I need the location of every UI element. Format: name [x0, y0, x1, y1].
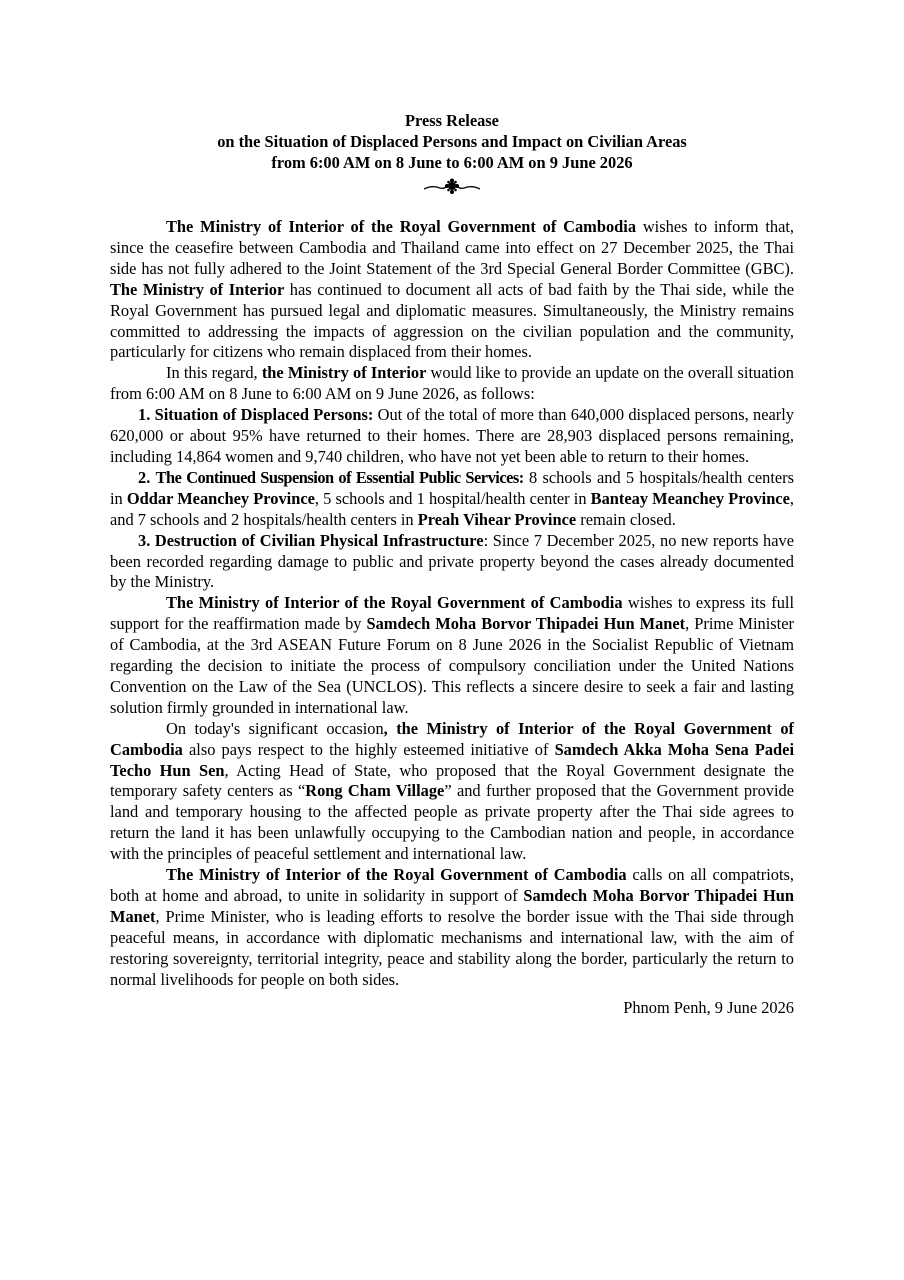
item-heading: Situation of Displaced Persons:	[154, 405, 374, 425]
prime-minister-name: Samdech Moha Borvor Thipadei Hun Manet	[366, 614, 686, 634]
update-intro-paragraph	[110, 363, 794, 405]
text-span: 8 schools and 5 hospitals/health centers in	[110, 467, 794, 508]
text-span: ” and further proposed that the Government provide land and temporary housing to the affected people as private property after the Thai side agrees to return the land it has been unlawfully occupying to the Cambodian nation and people, in accordance with the principles of peaceful settlement and international law.	[110, 781, 794, 864]
ministry-name-bold: The Ministry of Interior of the Royal Government of Cambodia	[166, 217, 637, 236]
text-span: Out of the total of more than 640,000 displaced persons, nearly 620,000 or about 95% have returned to their homes. There are 28,903 displaced persons remaining, including 14,864 women and 9,740 children, who have not yet been able to return to their homes.	[110, 405, 794, 466]
support-paragraph	[110, 593, 794, 718]
text-span: , 5 schools and 1 hospital/health center in	[314, 488, 591, 508]
text-span: In this regard,	[166, 363, 262, 383]
solidarity-paragraph	[110, 865, 794, 990]
province-name: Preah Vihear Province	[417, 509, 577, 529]
text-span: would like to provide an update on the overall situation from 6:00 AM on 8 June to 6:00 AM on 9 June 2026, as follows:	[110, 363, 794, 404]
item-number: 2.	[138, 467, 151, 487]
text-span: , and 7 schools and 2 hospitals/health centers in	[110, 488, 794, 529]
list-item-public-services	[110, 468, 794, 531]
intro-paragraph	[110, 217, 794, 363]
item-number: 1.	[138, 405, 151, 425]
item-number: 3.	[138, 530, 151, 550]
text-span: , Prime Minister of Cambodia, at the 3rd ASEAN Future Forum on 8 June 2026 in the Socialist Republic of Vietnam regarding the decision to initiate the process of compulsory conciliation under the United Nations Convention on the Law of the Sea (UNCLOS). This reflects a sincere desire to seek a fair and lasting solution firmly grounded in international law.	[110, 614, 794, 717]
ministry-name-bold: The Ministry of Interior of the Royal Government of Cambodia	[166, 593, 623, 613]
province-name: Oddar Meanchey Province	[126, 488, 315, 508]
title-line-2: on the Situation of Displaced Persons and Impact on Civilian Areas	[217, 132, 687, 151]
list-item-infrastructure	[110, 531, 794, 594]
text-span: , Acting Head of State, who proposed that the Royal Government designate the temporary safety centers as “	[110, 760, 794, 801]
text-span: has continued to document all acts of bad faith by the Thai side, while the Royal Government has pursued legal and diplomatic measures. Simultaneously, the Ministry remains committed to addressing the impacts of aggression on the civilian population and the community, particularly for citizens who remain displaced from their homes.	[110, 279, 795, 362]
ministry-name-bold: The Ministry of Interior of the Royal Government of Cambodia	[166, 865, 627, 885]
text-span: also pays respect to the highly esteemed initiative of	[182, 739, 555, 759]
press-release-page	[110, 110, 794, 1018]
ministry-name-bold: , the Ministry of Interior of the Royal Government of Cambodia	[110, 718, 794, 759]
item-heading: The Continued Suspension of Essential Public Services:	[155, 467, 524, 487]
text-span: On today's significant occasion	[166, 718, 384, 738]
title-line-1: Press Release	[405, 111, 499, 130]
text-span: wishes to inform that, since the ceasefire between Cambodia and Thailand came into effect on 27 December 2025, the Thai side has not fully adhered to the Joint Statement of the 3rd Special General Border Committee (GBC).	[110, 217, 795, 278]
head-of-state-name: Samdech Akka Moha Sena Padei Techo Hun Sen	[110, 739, 795, 780]
prime-minister-name: Samdech Moha Borvor Thipadei Hun Manet	[110, 886, 794, 926]
initiative-paragraph	[110, 719, 794, 865]
text-span: : Since 7 December 2025, no new reports have been recorded regarding damage to public and private property beyond the cases already documented by the Ministry.	[110, 530, 794, 592]
text-span: remain closed.	[576, 509, 676, 529]
ministry-name-bold: The Ministry of Interior	[110, 279, 285, 299]
text-span: , Prime Minister, who is leading efforts to resolve the border issue with the Thai side through peaceful means, in accordance with diplomatic mechanisms and international law, with the aim of restoring sovereignty, territorial integrity, peace and stability along the border, particularly the return to normal livelihoods for people on both sides.	[110, 906, 794, 989]
province-name: Banteay Meanchey Province	[590, 488, 790, 508]
place-date-signature: Phnom Penh, 9 June 2026	[623, 997, 794, 1017]
text-span: wishes to express its full support for the reaffirmation made by	[110, 593, 795, 634]
ministry-name-bold: the Ministry of Interior	[261, 363, 427, 383]
title-line-3: from 6:00 AM on 8 June to 6:00 AM on 9 June 2026	[271, 153, 633, 172]
item-heading: Destruction of Civilian Physical Infrastructure	[154, 530, 484, 550]
text-span: calls on all compatriots, both at home and abroad, to unite in solidarity in support of	[110, 865, 795, 905]
list-item-displaced-persons	[110, 405, 794, 468]
village-name: Rong Cham Village	[305, 781, 445, 801]
floral-divider-icon	[422, 177, 482, 197]
